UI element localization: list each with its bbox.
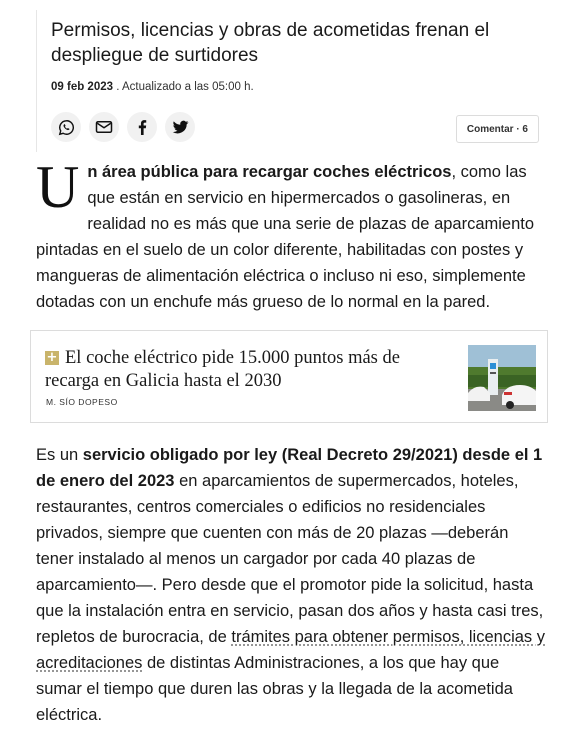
updated-time: . Actualizado a las 05:00 h.: [113, 81, 254, 93]
related-title-text: El coche eléctrico pide 15.000 puntos más de recarga en Galicia hasta el 2030: [45, 348, 400, 391]
lead-bold-text: n área pública para recargar coches eléctricos: [87, 163, 452, 181]
para-text-3: de distintas Administraciones, a los que hay que sumar el tiempo que duren las obras y la llegada de la acometida eléctrica.: [36, 654, 513, 724]
para-text-2: en aparcamientos de supermercados, hoteles, restaurantes, centros comerciales o edificios no residenciales privados, siempre que cuenten con más de 20 plazas —deberán tener instalado al menos un cargador por cada 40 plazas de aparcamiento—. Pero desde que el promotor pide la solicitud, hasta que la instalación entra en servicio, pasan dos años y hasta casi tres, repletos de burocracia, de: [36, 472, 544, 646]
share-facebook-button[interactable]: [127, 112, 157, 142]
publish-date: 09 feb 2023: [51, 81, 114, 93]
plus-icon: +: [46, 350, 58, 365]
whatsapp-icon: [58, 119, 75, 136]
mail-icon: [95, 119, 113, 135]
related-article-card[interactable]: [30, 330, 548, 423]
facebook-icon: [135, 119, 149, 135]
related-article-title[interactable]: [45, 347, 445, 393]
share-email-button[interactable]: [89, 112, 119, 142]
related-article-thumbnail[interactable]: [468, 345, 536, 411]
share-bar: [51, 112, 195, 142]
para-text-1: Es un: [36, 446, 83, 464]
twitter-icon: [172, 120, 189, 135]
comment-button[interactable]: Comentar · 6: [456, 115, 539, 143]
para-bold-text: servicio obligado por ley (Real Decreto 29/2021) desde el 1 de enero del 2023: [36, 446, 543, 490]
related-article-author: M. SÍO DOPESO: [46, 397, 118, 407]
article-summary: [36, 10, 555, 152]
drop-cap: U: [36, 154, 80, 220]
article-subtitle: Permisos, licencias y obras de acometidas frenan el despliegue de surtidores: [51, 20, 490, 66]
share-twitter-button[interactable]: [165, 112, 195, 142]
body-paragraph: [36, 442, 548, 728]
lead-paragraph: [36, 154, 546, 315]
dateline: [51, 81, 254, 93]
lead-text: , como las que están en servicio en hipermercados o gasolineras, en realidad no es más que una serie de plazas de aparcamiento pintadas en el suelo de un color diferente, habilitadas con postes y mangueras de alimentación eléctrica o incluso ni eso, simplemente dotadas con un enchufe más grueso de lo normal en la pared.: [36, 163, 535, 311]
share-whatsapp-button[interactable]: [51, 112, 81, 142]
ev-charging-station-image: [468, 345, 536, 411]
permits-link[interactable]: trámites para obtener permisos, licencias y acreditaciones: [36, 628, 546, 672]
